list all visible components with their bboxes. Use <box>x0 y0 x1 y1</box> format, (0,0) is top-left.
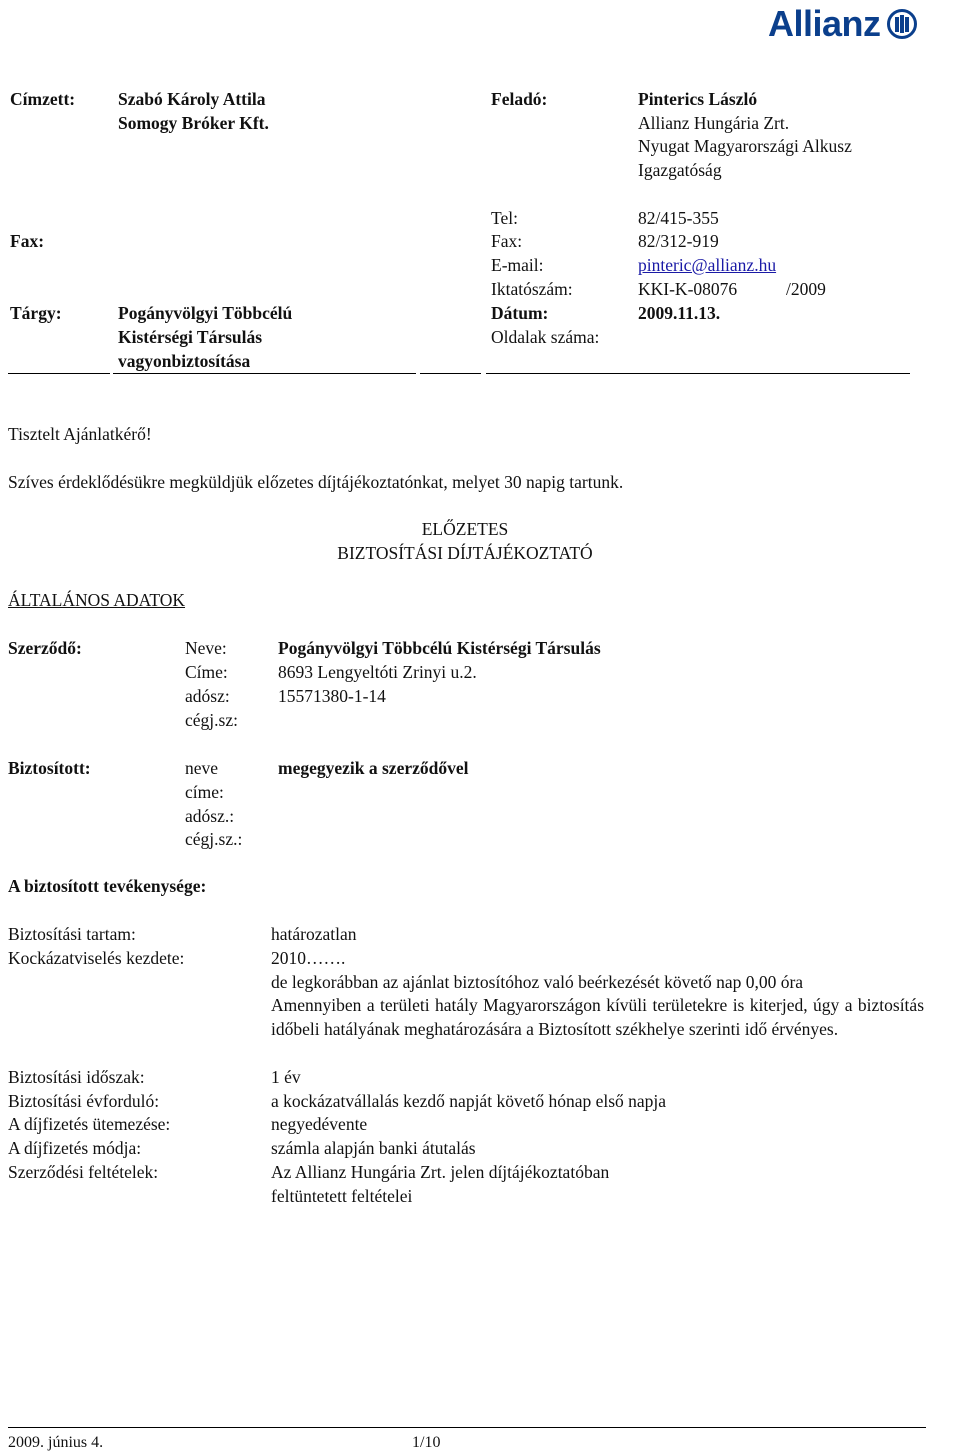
biztositott-value: megegyezik a szerződővel <box>278 758 469 778</box>
email-link[interactable]: pinteric@allianz.hu <box>638 255 777 275</box>
allianz-eagle-icon <box>887 9 917 39</box>
felado-org-line: Allianz Hungária Zrt. <box>638 113 790 133</box>
felado-org-line: Igazgatóság <box>638 160 722 180</box>
allianz-logo <box>768 2 958 46</box>
szerzodo-field-value: 15571380-1-14 <box>278 686 386 706</box>
kezdete-note: de legkorábban az ajánlat biztosítóhoz való beérkezését követő nap 0,00 óra <box>271 972 804 992</box>
feltetelek-line: feltüntetett feltételei <box>271 1186 413 1206</box>
cimzett-label: Címzett: <box>10 89 76 109</box>
feltetelek-line: Az Allianz Hungária Zrt. jelen díjtájékoztatóban <box>271 1162 610 1182</box>
szerzodo-field-label: cégj.sz: <box>185 710 238 730</box>
biztositott-field: cégj.sz.: <box>185 829 243 849</box>
szerzodo-field-value: Pogányvölgyi Többcélú Kistérségi Társulás <box>278 638 601 658</box>
kezdete-paragraph: Amennyiben a területi hatály Magyarországon kívüli területekre is kiterjed, úgy a biztosítás időbeli hatályának meghatározására a Biztosított székhelye szerinti idő érvényes. <box>271 995 924 1039</box>
doc-title-line: BIZTOSÍTÁSI DÍJTÁJÉKOZTATÓ <box>337 543 593 563</box>
cimzett-company: Somogy Bróker Kft. <box>118 113 269 133</box>
footer-date: 2009. június 4. <box>8 1434 104 1451</box>
targy-line: Pogányvölgyi Többcélú <box>118 303 293 323</box>
tel-label: Tel: <box>491 208 518 228</box>
modja-label: A díjfizetés módja: <box>8 1138 142 1158</box>
targy-line: vagyonbiztosítása <box>118 351 251 371</box>
fax2-label: Fax: <box>491 231 523 251</box>
iktato-label: Iktatószám: <box>491 279 573 299</box>
tartam-value: határozatlan <box>271 924 357 944</box>
szerzodo-field-label: adósz: <box>185 686 230 706</box>
evfordulo-label: Biztosítási évforduló: <box>8 1091 160 1111</box>
szerzodo-label: Szerződő: <box>8 638 82 658</box>
oldalak-label: Oldalak száma: <box>491 327 600 347</box>
utemezes-value: negyedévente <box>271 1114 368 1134</box>
idoszak-value: 1 év <box>271 1067 301 1087</box>
kezdete-value: 2010……. <box>271 948 346 968</box>
szerzodo-field-label: Neve: <box>185 638 227 658</box>
email-label: E-mail: <box>491 255 544 275</box>
greeting: Tisztelt Ajánlatkérő! <box>8 424 152 444</box>
modja-value: számla alapján banki átutalás <box>271 1138 476 1158</box>
header-rule <box>486 373 910 374</box>
datum-value: 2009.11.13. <box>638 303 721 323</box>
iktato-year: /2009 <box>786 279 826 299</box>
targy-line: Kistérségi Társulás <box>118 327 263 347</box>
utemezes-label: A díjfizetés ütemezése: <box>8 1114 171 1134</box>
fax-label: Fax: <box>10 231 45 251</box>
biztositott-label: Biztosított: <box>8 758 91 778</box>
logo-text: Allianz <box>768 3 881 44</box>
header-rule <box>113 373 416 374</box>
felado-org-line: Nyugat Magyarországi Alkusz <box>638 136 852 156</box>
felado-label: Feladó: <box>491 89 548 109</box>
intro-text: Szíves érdeklődésükre megküldjük előzetes díjtájékoztatónkat, melyet 30 napig tartunk. <box>8 472 624 492</box>
targy-label: Tárgy: <box>10 303 62 323</box>
general-heading: ÁLTALÁNOS ADATOK <box>8 590 186 610</box>
footer-page: 1/10 <box>412 1434 441 1451</box>
tel-value: 82/415-355 <box>638 208 719 228</box>
feltetelek-label: Szerződési feltételek: <box>8 1162 159 1182</box>
szerzodo-field-value: 8693 Lengyeltóti Zrinyi u.2. <box>278 662 477 682</box>
idoszak-label: Biztosítási időszak: <box>8 1067 145 1087</box>
felado-name: Pinterics László <box>638 89 758 109</box>
footer-rule <box>8 1427 926 1428</box>
evfordulo-value: a kockázatvállalás kezdő napját követő hónap első napja <box>271 1091 667 1111</box>
biztositott-field: neve <box>185 758 219 778</box>
header-rule <box>420 373 481 374</box>
cimzett-name: Szabó Károly Attila <box>118 89 266 109</box>
header-rule <box>8 373 110 374</box>
datum-label: Dátum: <box>491 303 549 323</box>
biztositott-field: címe: <box>185 782 224 802</box>
doc-title-line: ELŐZETES <box>421 519 509 539</box>
kezdete-label: Kockázatviselés kezdete: <box>8 948 185 968</box>
biztositott-field: adósz.: <box>185 806 235 826</box>
tevekenyseg-label: A biztosított tevékenysége: <box>8 876 207 896</box>
tartam-label: Biztosítási tartam: <box>8 924 136 944</box>
iktato-value: KKI-K-08076 <box>638 279 738 299</box>
fax2-value: 82/312-919 <box>638 231 719 251</box>
szerzodo-field-label: Címe: <box>185 662 228 682</box>
